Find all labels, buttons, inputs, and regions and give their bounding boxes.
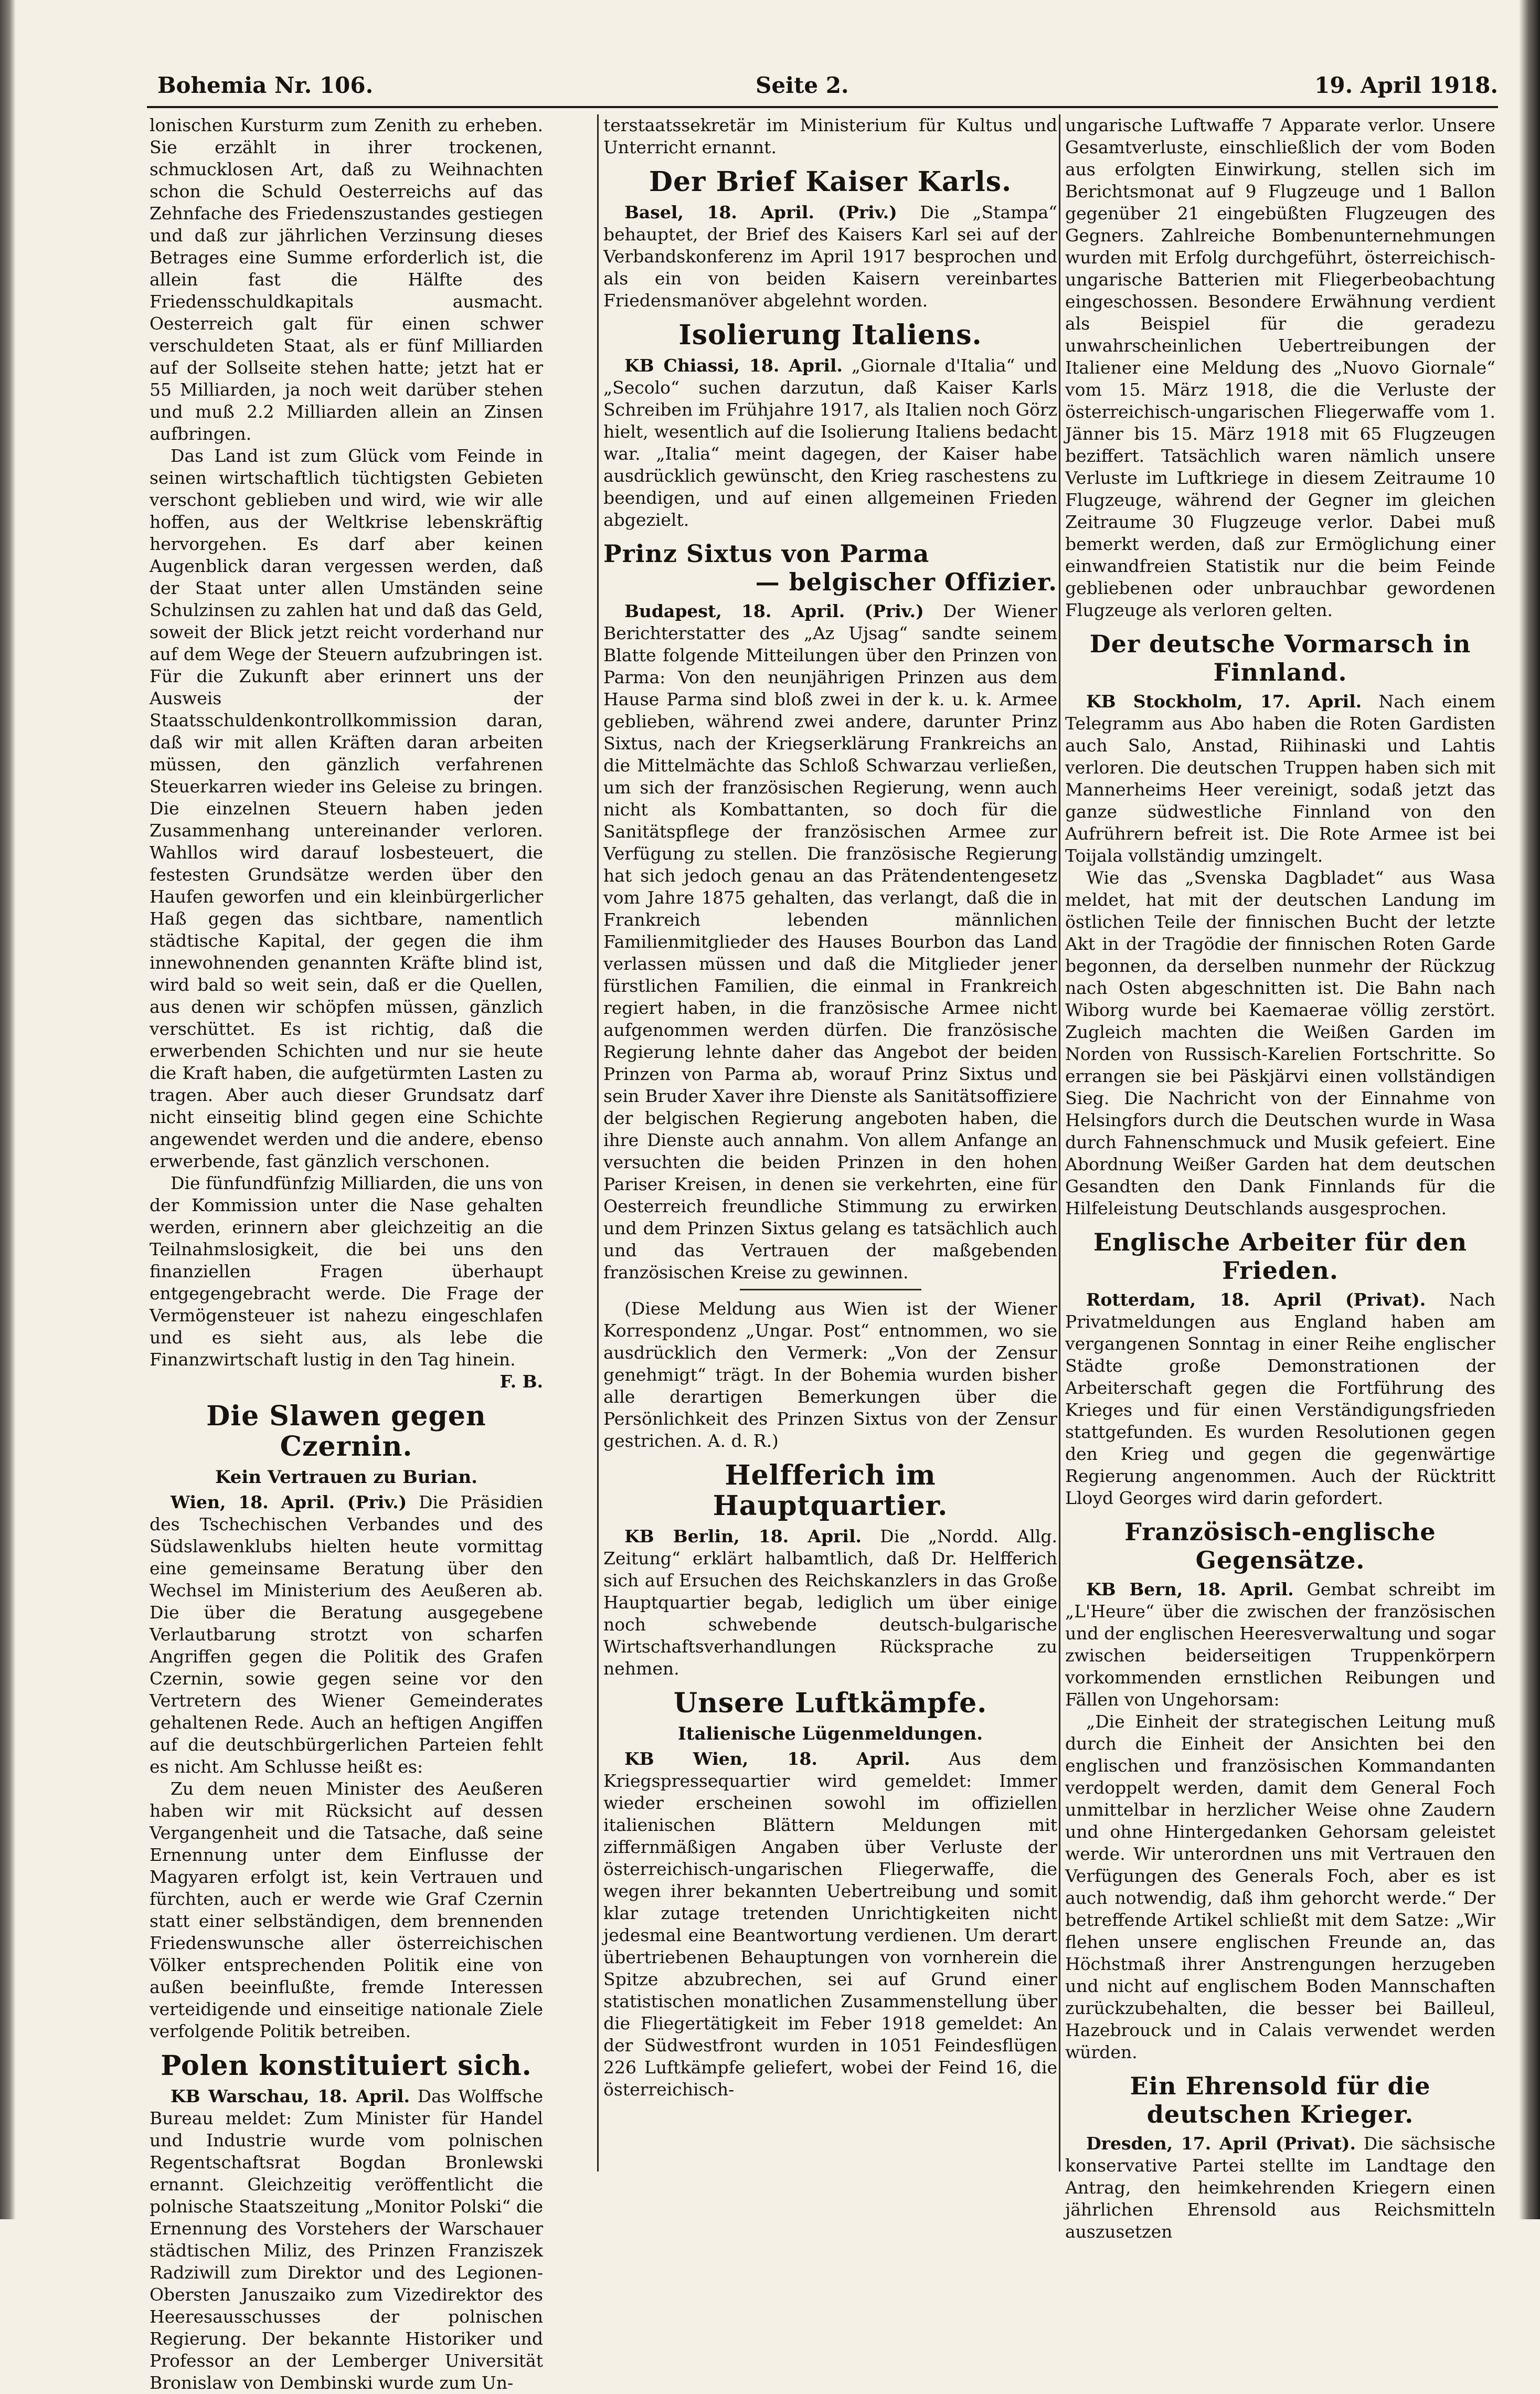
- header-masthead: Bohemia Nr. 106.: [157, 72, 374, 98]
- article-text: Gembat schreibt im „L'Heure“ über die zwischen der französischen und der englischen Heeresverwaltung und sogar zwischen beiderseitigen Truppenkörpern vorkommenden ernstlichen Reibungen und Fällen von Ungehorsam:: [1065, 1579, 1495, 1710]
- dateline: KB Warschau, 18. April.: [171, 2086, 410, 2106]
- article-text: Nach einem Telegramm aus Abo haben die Roten Gardisten auch Salo, Anstad, Riihinaski und Lahtis verloren. Die deutschen Truppen haben sich mit Mannerheims Heer vereinigt, sodaß jetzt das ganze südwestliche Finnland von den Aufrührern befreit ist. Die Rote Armee ist bei Toijala vollständig umzingelt.: [1065, 691, 1495, 866]
- headline-brief: Der Brief Kaiser Karls.: [649, 166, 1012, 198]
- header-page-number: Seite 2.: [756, 72, 849, 98]
- article-paragraph: „Die Einheit der strategischen Leitung muß durch die Einheit der Ansichten bei den englischen und französischen Kommandanten verdoppelt werden, damit dem General Foch unmittelbar in herzlicher Weise ohne Zaudern und ohne Hintergedanken Gehorsam geleistet werde. Wir unterordnen uns mit Vertrauen den Verfügungen des Generals Foch, aber es ist auch notwendig, daß ihm gehorcht werde.“ Der betreffende Artikel schließt mit dem Satze: „Wir flehen unsere englischen Freunde an, das Höchstmaß ihrer Anstrengungen herzugeben und nicht auf englischem Boden Mannschaften zurückzubehalten, die besser bei Bailleul, Hazebrouck und in Calais verwendet werden würden.: [1065, 1711, 1495, 2062]
- dateline: KB Wien, 18. April.: [624, 1749, 910, 1769]
- article-text: Die „Stampa“ behauptet, der Brief des Kaisers Karl sei auf der Verbandskonferenz im April 1917 besprochen und als ein von beiden Kaisern vereinbartes Friedensmanöver abgelehnt worden.: [603, 202, 1057, 311]
- article-text: Die sächsische konservative Partei stellte im Landtage den Antrag, den heimkehrenden Kriegern einen jährlichen Ehrensold aus Reichsmitteln auszusetzen: [1065, 2133, 1495, 2242]
- article-text: Nach Privatmeldungen aus England haben am vergangenen Sonntag in einer Reihe englischer Städte große Demonstrationen der Arbeiterschaft gegen die Fortführung des Krieges und für einen Verständigungsfrieden stattgefunden. Es wurden Resolutionen gegen den Krieg und gegen die gegenwärtige Regierung angenommen. Auch der Rücktritt Lloyd Georges wird darin gefordert.: [1065, 1289, 1495, 1508]
- headline-sixtus-line-1: Prinz Sixtus von Parma: [603, 539, 930, 568]
- column-1: [150, 114, 543, 2393]
- dateline: KB Berlin, 18. April.: [624, 1526, 862, 1546]
- subheadline-luftkaempfe: Italienische Lügenmeldungen.: [677, 1723, 983, 1744]
- headline-englische-arbeiter: Englische Arbeiter für den Frieden.: [1093, 1228, 1468, 1285]
- article-paragraph: terstaatssekretär im Ministerium für Kultus und Unterricht ernannt.: [603, 115, 1057, 157]
- headline-ehrensold: Ein Ehrensold für die deutschen Krieger.: [1130, 2072, 1431, 2128]
- column-3: [1065, 114, 1495, 2242]
- headline-sixtus-line-2: — belgischer Offizier.: [755, 568, 1057, 596]
- article-text: „Giornale d'Italia“ und „Secolo“ suchen darzutun, daß Kaiser Karls Schreiben im Frühjahre 1917, als Italien noch Görz hielt, wesentlich auf die Isolierung Italiens bedacht war. „Italia“ meint dagegen, der Kaiser habe ausdrücklich gewünscht, den Krieg raschestens zu beendigen, und auf einen allgemeinen Frieden abgezielt.: [603, 355, 1057, 530]
- headline-finnland: Der deutsche Vormarsch in Finnland.: [1089, 630, 1471, 686]
- scan-edge-left: [0, 0, 16, 2219]
- headline-gegensaetze: Französisch-englische Gegensätze.: [1124, 1518, 1436, 1574]
- article-signature: F. B.: [500, 1371, 543, 1392]
- subheadline-slawen: Kein Vertrauen zu Burian.: [215, 1467, 477, 1488]
- article-paragraph: lonischen Kursturm zum Zenith zu erheben. Sie erzählt in ihrer trockenen, schmucklosen Art, daß zu Weihnachten schon die Schuld Oesterreichs auf das Zehnfache des Friedenszustandes gestiegen und daß zur jährlichen Verzinsung dieses Betrages eine Summe erforderlich ist, die allein fast die Hälfte des Friedensschuldkapitals ausmacht. Oesterreich galt für einen schwer verschuldeten Staat, als er fünf Milliarden auf der Sollseite stehen hatte; jetzt hat er 55 Milliarden, ja noch weit darüber stehen und muß 2.2 Milliarden allein an Zinsen aufbringen.: [150, 115, 543, 444]
- dateline: Budapest, 18. April. (Priv.): [624, 601, 924, 621]
- headline-luftkaempfe: Unsere Luftkämpfe.: [673, 1687, 987, 1719]
- dateline: Wien, 18. April. (Priv.): [171, 1492, 407, 1512]
- dateline: KB Chiassi, 18. April.: [624, 355, 843, 376]
- headline-polen: Polen konstituiert sich.: [161, 2050, 532, 2082]
- article-paragraph: Zu dem neuen Minister des Aeußeren haben wir mit Rücksicht auf dessen Vergangenheit und die Tatsache, daß seine Ernennung unter dem Einflusse der Magyaren erfolgt ist, kein Vertrauen und fürchten, auch er werde wie Graf Czernin statt einer selbständigen, dem brennenden Friedenswunsche aller österreichischen Völker entsprechenden Politik eine von außen beeinflußte, fremde Interessen verteidigende und einseitige nationale Ziele verfolgende Politik betreiben.: [150, 1778, 543, 2041]
- dateline: Basel, 18. April. (Priv.): [624, 202, 897, 223]
- header-rule: [147, 106, 1498, 108]
- dateline: Rotterdam, 18. April (Privat).: [1086, 1289, 1426, 1310]
- article-text: Aus dem Kriegspressequartier wird gemeldet: Immer wieder erscheinen sowohl im offiziellen italienischen Blättern Meldungen mit ziffernmäßigen Angaben über Verluste der österreichisch-ungarischen Fliegerwaffe, die wegen ihrer bekannten Uebertreibung und somit klar zutage tretenden Unrichtigkeiten nicht jedesmal eine Beantwortung verdienen. Um derart übertriebenen Behauptungen von vornherein die Spitze abzubrechen, sei auf Grund einer statistischen monatlichen Zusammenstellung über die Fliegertätigkeit im Feber 1918 gemeldet: An der Südwestfront wurden in 1051 Feindesflügen 226 Luftkämpfe geliefert, wobei der Feind 16, die österreichisch-: [603, 1749, 1057, 2100]
- article-text: Das Wolffsche Bureau meldet: Zum Minister für Handel und Industrie wurde vom polnischen Regentschaftsrat Bogdan Bronlewski ernannt. Gleichzeitig veröffentlicht die polnische Staatszeitung „Monitor Polski“ die Ernennung des Vorstehers der Warschauer städtischen Miliz, des Prinzen Franziszek Radziwill zum Direktor und des Legionen-Obersten Januszaiko zum Vizedirektor des Heeresausschusses der polnischen Regierung. Der bekannte Historiker und Professor an der Lemberger Universität Bronislaw von Dembinski wurde zum Un-: [150, 2086, 543, 2393]
- page-header: [157, 72, 1498, 104]
- article-paragraph: Das Land ist zum Glück vom Feinde in seinen wirtschaftlich tüchtigsten Gebieten verschont geblieben und wird, wie wir alle hoffen, aus der Weltkrise lebenskräftig hervorgehen. Es darf aber keinen Augenblick daran vergessen werden, daß der Staat unter allen Umständen seine Schulzinsen zu zahlen hat und daß das Geld, soweit der Blick jetzt reicht vorderhand nur auf dem Wege der Steuern aufzubringen ist. Für die Zukunft aber erinnert uns der Ausweis der Staatsschuldenkontrollkommission daran, daß wir mit allen Kräften daran arbeiten müssen, den gänzlich verfahrenen Steuerkarren wieder ins Geleise zu bringen. Die einzelnen Steuern haben jeden Zusammenhang untereinander verloren. Wahllos wird darauf losbesteuert, die festesten Grundsätze werden über den Haufen geworfen und ein kleinbürgerlicher Haß gegen das sichtbare, namentlich städtische Kapital, der gegen die ihm innewohnenden genannten Kräfte blind ist, wird bald so weit sein, daß er die Quellen, aus denen wir schöpfen müssen, gänzlich verschüttet. Es ist richtig, daß die erwerbenden Schichten und nur sie heute die Kraft haben, die aufgetürmten Lasten zu tragen. Aber auch dieser Grundsatz darf nicht einseitig blind gegen eine Schichte angewendet werden und die andere, ebenso erwerbende, fast gänzlich verschonen.: [150, 446, 543, 1171]
- article-text: Die Präsidien des Tschechischen Verbandes und des Südslawenklubs hielten heute vormittag eine gemeinsame Beratung über den Wechsel im Ministerium des Aeußeren ab. Die über die Beratung ausgegebene Verlautbarung strotzt von scharfen Angriffen gegen die Politik des Grafen Czernin, sowie gegen seine vor den Vertretern des Wiener Gemeinderates gehaltenen Rede. Auch an heftigen Angiffen auf die deutschbürgerlichen Parteien fehlt es nicht. Am Schlusse heißt es:: [150, 1492, 543, 1777]
- separator-rule: [740, 1289, 921, 1290]
- article-paragraph: ungarische Luftwaffe 7 Apparate verlor. Unsere Gesamtverluste, einschließlich der vom Boden aus erfolgten Einwirkung, stellen sich im Berichtsmonat auf 9 Flugzeuge und 1 Ballon gegenüber 21 eingebüßten Flugzeugen des Gegners. Zahlreiche Bombenunternehmungen wurden mit Erfolg durchgeführt, österreichisch-ungarische Batterien mit Fliegerbeobachtung eingeschossen. Besondere Erwähnung verdient als Beispiel für die geradezu unwahrscheinlichen Uebertreibungen der Italiener eine Meldung des „Nuovo Giornale“ vom 15. März 1918, die die Verluste der österreichisch-ungarischen Fliegerwaffe vom 1. Jänner bis 15. März 1918 mit 65 Flugzeugen beziffert. Tatsächlich waren nämlich unsere Verluste im Luftkriege in diesem Zeitraume 10 Flugzeuge, während der Gegner im gleichen Zeitraume 30 Flugzeuge verlor. Dabei muß bemerkt werden, daß zur Ermöglichung einer einwandfreien Statistik nur die beim Feinde gebliebenen oder unbrauchbar gewordenen Flugzeuge als verloren gelten.: [1065, 115, 1495, 620]
- article-paragraph: Wie das „Svenska Dagbladet“ aus Wasa meldet, hat mit der deutschen Landung im östlichen Teile der finnischen Bucht der letzte Akt in der Tragödie der finnischen Roten Garde begonnen, da derselben nunmehr der Rückzug nach Osten abgeschnitten ist. Die Bahn nach Wiborg wurde bei Kaemaerae völlig zerstört. Zugleich machten die Weißen Garden im Norden von Russisch-Karelien Fortschritte. So errangen sie bei Päskjärvi einen vollständigen Sieg. Die Nachricht von der Einnahme von Helsingfors durch die Deutschen wurde in Wasa durch Fahnenschmuck und Musik gefeiert. Eine Abordnung Weißer Garden hat dem deutschen Gesandten den Dank Finnlands für die Hilfeleistung Deutschlands ausgesprochen.: [1065, 867, 1495, 1219]
- article-paragraph: Die fünfundfünfzig Milliarden, die uns von der Kommission unter die Nase gehalten werden, erinnern aber gleichzeitig an die Teilnahmslosigkeit, die bei uns den finanziellen Fragen überhaupt entgegengebracht werde. Die Frage der Vermögensteuer ist nahezu eingeschlafen und es sieht aus, als lebe die Finanzwirtschaft lustig in den Tag hinein.: [150, 1173, 543, 1370]
- column-2: [603, 114, 1057, 2171]
- scan-edge-right: [1519, 0, 1540, 2219]
- header-date: 19. April 1918.: [1314, 72, 1498, 98]
- column-rule: [597, 114, 599, 2171]
- headline-isolierung: Isolierung Italiens.: [678, 319, 982, 351]
- dateline: KB Bern, 18. April.: [1086, 1579, 1294, 1599]
- article-paragraph: (Diese Meldung aus Wien ist der Wiener Korrespondenz „Ungar. Post“ entnommen, wo sie ausdrücklich den Vermerk: „Von der Zensur genehmigt“ trägt. In der Bohemia wurden bisher alle derartigen Bemerkungen über die Persönlichkeit des Prinzen Sixtus von der Zensur gestrichen. A. d. R.): [603, 1298, 1057, 1451]
- headline-slawen: Die Slawen gegen Czernin.: [206, 1400, 486, 1463]
- dateline: Dresden, 17. April (Privat).: [1086, 2133, 1356, 2154]
- dateline: KB Stockholm, 17. April.: [1086, 691, 1362, 712]
- article-text: Die „Nordd. Allg. Zeitung“ erklärt halbamtlich, daß Dr. Helfferich sich auf Ersuchen des Reichskanzlers in das Große Hauptquartier begab, lediglich um über einige noch schwebende deutsch-bulgarische Wirtschaftsverhandlungen Rücksprache zu nehmen.: [603, 1526, 1057, 1679]
- column-rule: [1059, 114, 1060, 2171]
- article-text: Der Wiener Berichterstatter des „Az Ujsag“ sandte seinem Blatte folgende Mitteilungen über den Prinzen von Parma: Von den neunjährigen Prinzen aus dem Hause Parma sind bloß zwei in der k. u. k. Armee geblieben, während zwei andere, darunter Prinz Sixtus, nach der Kriegserklärung Frankreichs an die Mittelmächte das Schloß Schwarzau verließen, um sich der französischen Regierung, wenn auch nicht als Kombattanten, so doch für die Sanitätspflege der französischen Armee zur Verfügung zu stellen. Die französische Regierung hat sich jedoch genau an das Prätendentengesetz vom Jahre 1875 gehalten, das verlangt, daß die in Frankreich lebenden männlichen Familienmitglieder des Hauses Bourbon das Land verlassen müssen und daß die Mitglieder jener fürstlichen Familien, die einmal in Frankreich regiert haben, in die französische Armee nicht aufgenommen werden dürfen. Die französische Regierung lehnte daher das Angebot der beiden Prinzen von Parma ab, worauf Prinz Sixtus und sein Bruder Xaver ihre Dienste als Sanitätsoffiziere der belgischen Regierung angeboten haben, die ihre Dienste auch annahm. Von allem Anfange an versuchten die beiden Prinzen in den hohen Pariser Kreisen, in denen sie verkehrten, eine für Oesterreich freundliche Stimmung zu erwirken und dem Prinzen Sixtus gelang es tatsächlich auch und das Vertrauen der maßgebenden französischen Kreise zu gewinnen.: [603, 601, 1057, 1283]
- headline-helfferich: Helfferich im Hauptquartier.: [713, 1459, 948, 1522]
